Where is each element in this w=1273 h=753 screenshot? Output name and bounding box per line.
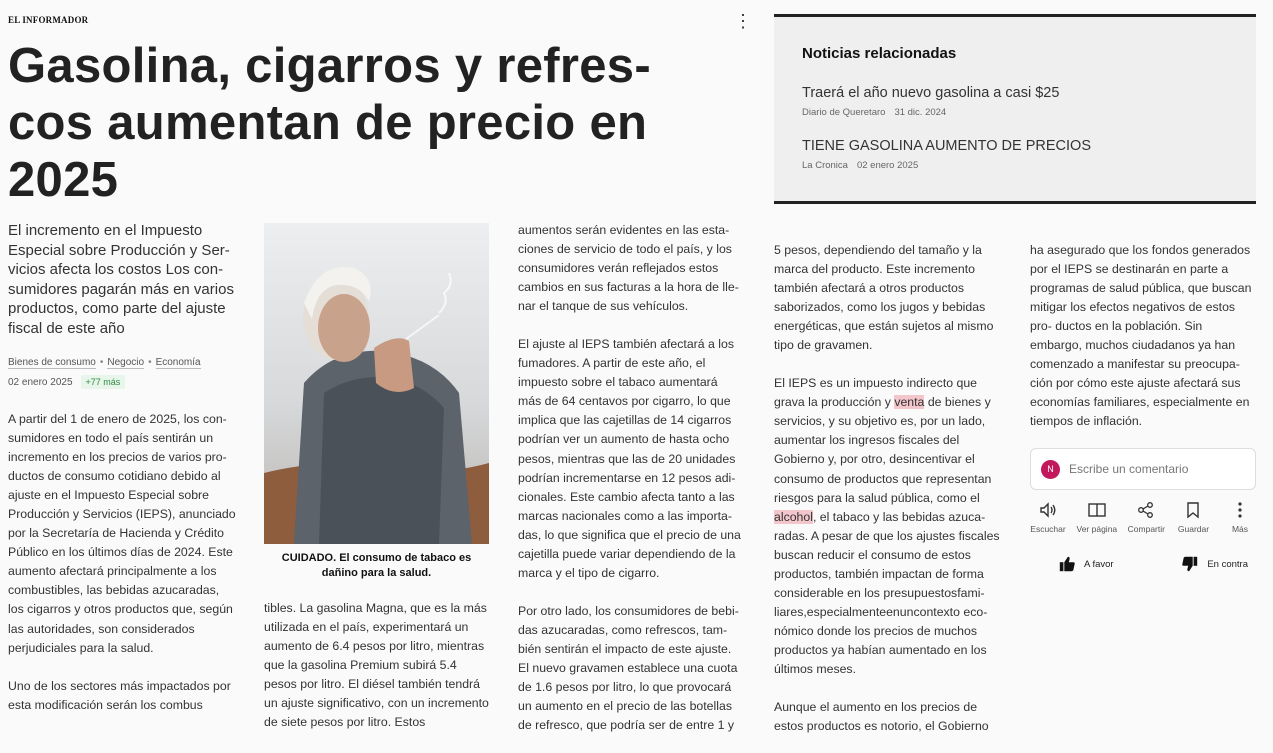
related-news-source: La Cronica [802,160,848,171]
vote-up-button[interactable] [1058,555,1114,573]
publication-logo: EL INFORMADOR [8,15,89,25]
related-news-headline[interactable]: Traerá el año nuevo gasolina a casi $25 [802,85,1060,101]
paragraph: 5 pesos, dependiendo del tamaño y la marca del producto. Este incremento también afectará a otros productos saborizados, como los jugos y bebidas energéticas, que están sujetos al mismo tipo de gravamen. [774,243,994,353]
text-segment: , el tabaco y las bebidas azucaradas. A pesar de que los ajustes fiscales buscan reducir el consumo de estos productos, también impactan de forma considerable en los presupuestosfamiliares,especialmenteenuncontexto económico donde los precios de muchos productos ya habían aumentado en los últimos meses. [774,509,1000,676]
paragraph [774,374,1000,679]
tag-negocio[interactable]: Negocio [107,357,145,368]
more-button[interactable] [1222,500,1258,534]
vote-down-button[interactable] [1181,555,1248,573]
tag-separator: • [148,357,152,368]
article-tags [8,357,201,368]
book-icon [1087,500,1107,520]
related-news-item[interactable] [802,85,1059,118]
related-news-panel [774,14,1256,204]
article-column-1 [8,410,236,715]
highlighted-term-alcohol[interactable]: alcohol [774,509,813,524]
paragraph: Por otro lado, los consumidores de bebidas azucaradas, como refrescos, también sentirán el impacto de este ajuste. El nuevo gravamen establece una cuota de 1.6 pesos por litro, lo que provocará un aumento en el precio de las botellas de refresco, que podría ser de entre 1 y [518,603,739,733]
article-date: 02 enero 2025 [8,376,73,388]
more-icon [1230,500,1250,520]
tag-economia[interactable]: Economía [155,357,201,368]
related-news-source: Diario de Queretaro [802,107,886,118]
article-toolbar [1030,500,1258,534]
share-button[interactable] [1128,500,1165,534]
tag-separator: • [99,357,104,368]
paragraph: ha asegurado que los fondos generados por el IEPS se destinarán en parte a programas de salud pública, que buscan mitigar los efectos negativos de estos pro- ductos en la población. Sin embargo, muchos ciudadanos ya han comenzado a manifestar su preocupación por cómo este ajuste afectará sus economías familiares, especialmente en tiempos de inflación. [1030,243,1252,429]
tag-bienes-de-consumo[interactable]: Bienes de consumo [8,357,96,368]
article-column-3 [518,221,744,735]
article-lede: El incremento en el Impuesto Especial sobre Producción y Servicios afecta los costos Los consumidores pagarán más en varios productos, como parte del ajuste fiscal de este año [8,222,234,337]
thumbs-up-icon [1058,555,1076,573]
vote-down-label: En contra [1207,558,1248,570]
related-news-meta [802,160,1091,171]
photo-caption: CUIDADO. El consumo de tabaco es dañino para la salud. [281,552,472,579]
comment-input[interactable] [1030,448,1256,490]
comment-placeholder: Escribe un comentario [1069,462,1189,476]
related-news-date: 02 enero 2025 [856,160,919,171]
tool-label: Guardar [1177,524,1210,534]
paragraph: tibles. La gasolina Magna, que es la más utilizada en el país, experimentará un aumento de 6.4 pesos por litro, mientras que la gasolina Premium subirá 5.4 pesos por litro. El diésel también tendrá un ajuste significativo, con un incremento de siete pesos por litro. Estos [264,601,489,730]
speaker-icon [1038,500,1058,520]
article-date-row [8,375,125,389]
text-segment: de bienes y servicios, y su objetivo es, por un lado, aumentar los ingresos fiscales del Gobierno y, por otro, desincentivar el consumo de productos que representan riesgos para la salud pública, como el [774,395,992,505]
tool-label: Más [1231,524,1248,534]
related-news-date: 31 dic. 2024 [894,107,947,118]
vote-row [1058,555,1248,573]
thumbs-down-icon [1181,555,1199,573]
paragraph: El ajuste al IEPS también afectará a los fumadores. A partir de este año, el impuesto sobre el tabaco aumentará más de 64 centavos por cigarro, lo que implica que las cajetillas de 14 cigarros podrían ver un aumento de hasta ocho pesos, mientras que las de 20 unidades podrían incrementarse en 12 pesos adicionales. Este cambio afecta tanto a las marcas nacionales como a las importadas, lo que significa que el precio de una cajetilla puede variar dependiendo de la marca y el tipo de cigarro. [518,337,741,580]
save-button[interactable] [1175,500,1211,534]
view-page-button[interactable] [1077,500,1118,534]
bookmark-icon [1183,500,1203,520]
tool-label: Ver página [1076,524,1118,534]
related-news-title: Noticias relacionadas [802,45,957,62]
article-photo [264,223,489,544]
article-headline: Gasolina, cigarros y refrescos aumentan de precio en 2025 [8,39,651,207]
paragraph: A partir del 1 de enero de 2025, los consumidores en todo el país sentirán un incremento en los precios de varios productos de consumo cotidiano debido al ajuste en el Impuesto Especial sobre Producción y Servicios (IEPS), anunciado por la Secretaría de Hacienda y Crédito Público en los últimos días de 2024. Este aumento afectará principalmente a los combustibles, las bebidas azucaradas, los cigarros y otros productos que, según las autoridades, son considerados perjudiciales para la salud. [8,412,236,655]
more-tags-badge[interactable]: +77 más [81,375,126,389]
related-news-headline[interactable]: TIENE GASOLINA AUMENTO DE PRECIOS [802,138,1091,154]
article-column-4 [774,241,1000,736]
tool-label: Compartir [1127,524,1165,534]
article-column-2 [264,599,490,732]
user-avatar: N [1041,460,1060,479]
photo-watermark [484,225,485,229]
paragraph: Aunque el aumento en los precios de estos productos es notorio, el Gobierno [774,700,989,734]
kebab-menu-icon[interactable]: ⋮ [734,11,752,31]
vote-up-label: A favor [1084,558,1114,570]
share-icon [1136,500,1156,520]
related-news-item[interactable] [802,138,1091,171]
tool-label: Escuchar [1030,524,1066,534]
smoking-man-illustration [264,223,489,544]
paragraph: Uno de los sectores más impactados por esta modificación serán los combus [8,678,231,712]
highlighted-term-venta[interactable]: venta [894,395,925,410]
paragraph: aumentos serán evidentes en las estaciones de servicio de todo el país, y los consumidores verán reflejados estos cambios en sus facturas a la hora de llenar el tanque de sus vehículos. [518,223,739,314]
text-segment: El IEPS es un impuesto indirecto que grava la producción y [774,376,978,410]
listen-button[interactable] [1030,500,1066,534]
article-column-5 [1030,241,1256,431]
related-news-meta [802,107,1059,118]
